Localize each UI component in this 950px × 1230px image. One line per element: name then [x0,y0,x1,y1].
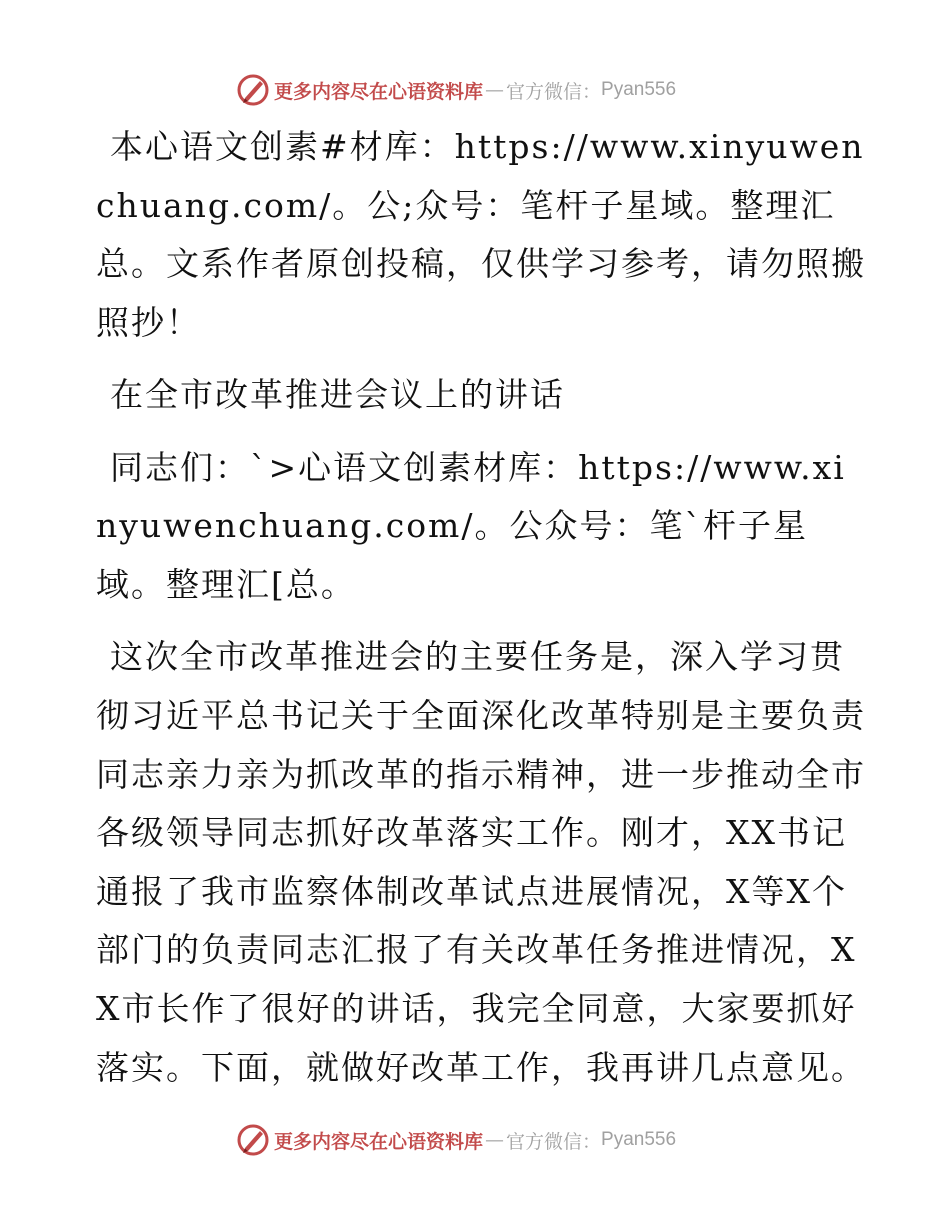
banner-separator: — [485,1129,505,1151]
pen-logo-icon [236,73,270,107]
banner-official-label: 官方微信： [506,1130,602,1153]
intro-paragraph: 本心语文创素#材库：https://www.xinyuwenchuang.com/。公;众号：笔杆子星域。整理汇总。文系作者原创投稿，仅供学习参考，请勿照搬照抄！ [96,127,866,342]
banner-brand: 更多内容尽在心语资料库 [274,1130,484,1153]
pen-logo-icon [236,1123,270,1157]
banner-official-label: 官方微信： [506,80,602,103]
banner-wechat-id: Pyan556 [601,79,677,100]
footer-banner [236,1120,676,1160]
body-paragraph: 这次全市改革推进会的主要任务是，深入学习贯彻习近平总书记关于全面深化改革特别是主要负责同志亲力亲为抓改革的指示精神，进一步推动全市各级领导同志抓好改革落实工作。刚才，XX书记通报了我市监察体制改革试点进展情况，X等X个部门的负责同志汇报了有关改革任务推进情况，XX市长作了很好的讲话，我完全同意，大家要抓好落实。下面，就做好改革工作，我再讲几点意见。 [96,637,866,1087]
salutation-paragraph: 同志们：`>心语文创素材库：https://www.xinyuwenchuang.com/。公众号：笔`杆子星域。整理汇[总。 [96,447,846,604]
banner-wechat-id: Pyan556 [601,1129,677,1150]
banner-separator: — [485,79,505,101]
speech-title: 在全市改革推进会议上的讲话 [110,375,565,414]
banner-brand: 更多内容尽在心语资料库 [274,80,484,103]
header-banner [236,70,676,110]
document-body [96,118,866,1097]
